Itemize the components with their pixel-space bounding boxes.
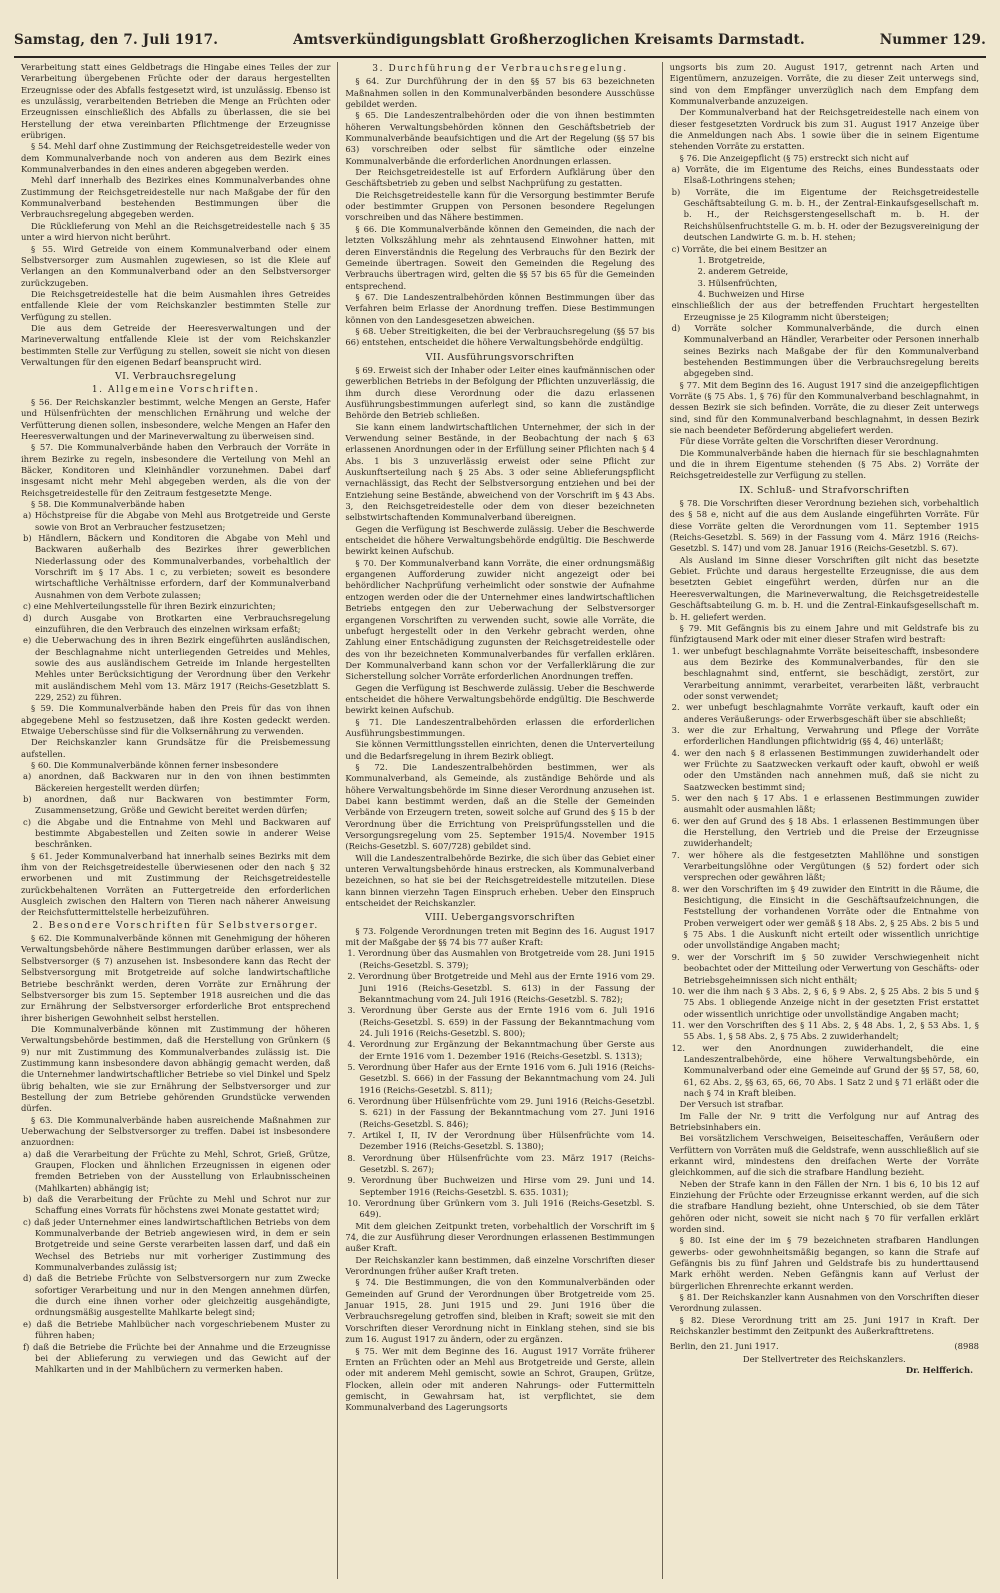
signature-title: Der Stellvertreter des Reichskanzlers. [742,1353,906,1364]
list-item: c) daß jeder Unternehmer eines landwirtschaftlichen Betriebs von dem Kommunalverbande der Betrieb angewiesen wird, in dem er sein Brotgetreide und seine Gerste verarbeiten lassen darf, und daß ein Wechsel des Betriebs nur mit vorheriger Zustimmung des Kommunalverbandes zulässig ist; [23,1216,331,1273]
paragraph: Der Reichskanzler kann bestimmen, daß einzelne Vorschriften dieser Verordnungen früher außer Kraft treten. [345,1254,655,1277]
list-item: 5. wer den nach § 17 Abs. 1 e erlassenen Bestimmungen zuwider ausmahlt oder ausmahlen läßt; [671,793,979,815]
paragraph-s76: § 76. Die Anzeigepflicht (§ 75) erstreckt sich nicht auf [679,152,909,163]
paragraph-s73: § 73. Folgende Verordnungen treten mit Beginn des 16. August 1917 mit der Maßgabe der §§ 74 bis 77 außer Kraft: [345,925,655,948]
paragraph: Der Reichskanzler kann Grundsätze für die Preisbemessung aufstellen. [21,737,331,759]
list-item: c) die Abgabe und die Entnahme von Mehl und Backwaren auf bestimmte Abgabestellen und Zeiten sowie in anderer Weise beschränken. [23,816,331,850]
paragraph: Der Kommunalverband hat der Reichsgetreidestelle nach einem von dieser festgesetzten Vordruck bis zum 31. August 1917 Anzeige über die Anmeldungen nach Abs. 1 sowie über die in seinem Eigentume stehenden Vorräte zu erstatten. [669,107,979,152]
list-item: e) die Ueberwachung des in ihren Bezirk eingeführten ausländischen, der Beschlagnahme nicht unterliegenden Getreides und Mehles, sowie des aus ausländischem Getreide im Inlande hergestellten Mehles unter Berücksichtigung der Verordnung über den Verkehr mit ausländischem Mehl vom 13. März 1917 (Reichs-Gesetzblatt S. 229, 252) zu führen. [23,635,331,702]
list-item: 12. wer den Anordnungen zuwiderhandelt, die eine Landeszentralbehörde, eine höhere Verwaltungsbehörde, ein Kommunalverband oder eine Gemeinde auf Grund der §§ 57, 58, 60, 61, 62 Abs. 2, §§ 63, 65, 66, 70 Abs. 1 Satz 2 und § 71 erläßt oder die nach § 74 in Kraft bleiben. [671,1042,979,1098]
list-item: 10. wer die ihm nach § 3 Abs. 2, § 6, § 9 Abs. 2, § 25 Abs. 2 bis 5 und § 75 Abs. 1 obliegende Anzeige nicht in der gesetzten Frist erstattet oder wissentlich unrichtige oder unvollständige Angaben macht; [671,985,979,1019]
subsection-heading: 1. Allgemeine Vorschriften. [91,384,260,395]
paragraph-s57: § 57. Die Kommunalverbände haben den Verbrauch der Vorräte in ihrem Bezirke zu regeln, insbesondere die Verteilung von Mehl an Bäcker, Konditoren und Kleinhändler vorzunehmen. Dabei darf insgesamt nicht mehr Mehl abgegeben werden, als die von der Reichsgetreidestelle für den Zeitraum festgesetzte Menge. [21,442,331,498]
list-item: d) durch Ausgabe von Brotkarten eine Verbrauchsregelung einzuführen, die den Verbrauch des einzelnen wirksam erfaßt; [23,612,331,634]
list-item: 2. anderem Getreide, [697,266,789,277]
list-item: 3. Verordnung über Gerste aus der Ernte 1916 vom 6. Juli 1916 (Reichs-Gesetzbl. S. 659) in der Fassung der Bekanntmachung vom 24. Juli 1916 (Reichs-Gesetzbl. S. 800); [347,1005,655,1038]
list-item: 2. wer unbefugt beschlagnahmte Vorräte verkauft, kauft oder ein anderes Veräußerungs- oder Erwerbsgeschäft über sie abschließt; [671,702,979,724]
paragraph: Der Versuch ist strafbar. [679,1099,784,1110]
paragraph-s78: § 78. Die Vorschriften dieser Verordnung beziehen sich, vorbehaltlich des § 58 e, nicht auf die aus dem Auslande eingeführten Vorräte. Für diese Vorräte gelten die Verordnungen vom 11. September 1915 (Reichs-Gesetzbl. S. 569) in der Fassung vom 4. März 1916 (Reichs-Gesetzbl. S. 147) und vom 28. Januar 1916 (Reichs-Gesetzbl. S. 67). [669,498,979,554]
list-item: 2. Verordnung über Brotgetreide und Mehl aus der Ernte 1916 vom 29. Juni 1916 (Reichs-Gesetzbl. S. 613) in der Fassung der Bekanntmachung vom 24. Juli 1916 (Reichs-Gesetzbl. S. 782); [347,971,655,1004]
paragraph-s65: § 65. Die Landeszentralbehörden oder die von ihnen bestimmten höheren Verwaltungsbehörden können den Geschäftsbetrieb der Kommunalverbände beaufsichtigen und die Art der Regelung (§§ 57 bis 63) vorschreiben oder selbst für sämtliche oder einzelne Kommunalverbände die erforderlichen Anordnungen erlassen. [345,110,655,166]
list-item: d) daß die Betriebe Früchte von Selbstversorgern nur zum Zwecke sofortiger Verarbeitung und nur in den Mengen annehmen dürfen, die durch eine ihnen vorher oder gleichzeitig ausgehändigte, ordnungsmäßig ausgestellte Mahlkarte belegt sind; [23,1273,331,1318]
list-item: 8. Verordnung über Hülsenfrüchte vom 23. März 1917 (Reichs-Gesetzbl. S. 267); [347,1152,655,1174]
column-1 [14,62,337,1579]
list-item: e) daß die Betriebe Mahlbücher nach vorgeschriebenem Muster zu führen haben; [23,1318,331,1341]
list-item: 3. Hülsenfrüchten, [697,277,778,288]
paragraph-s72: § 72. Die Landeszentralbehörden bestimmen, wer als Kommunalverband, als Gemeinde, als zuständige Behörde und als höhere Verwaltungsbehörde im Sinne dieser Verordnung anzusehen ist. Dabei kann bestimmt werden, daß an die Stelle der Gemeinden Verbände von Erzeugern treten, soweit solche auf Grund des § 15 b der Verordnung über die Errichtung von Preisprüfungsstellen und die Versorgungsregelung vom 25. September 1915/4. November 1915 (Reichs-Gesetzbl. S. 607/728) gebildet sind. [345,761,655,852]
paragraph-s58: § 58. Die Kommunalverbände haben [31,499,185,510]
paragraph: Für diese Vorräte gelten die Vorschriften dieser Verordnung. [679,436,939,447]
list-item: 4. wer den nach § 8 erlassenen Bestimmungen zuwiderhandelt oder wer Früchte zu Saatzwecken verkauft oder kauft, obwohl er weiß oder den Umständen nach annehmen muß, daß sie nicht zu Saatzwecken bestimmt sind; [671,747,979,792]
paragraph: Bei vorsätzlichem Verschweigen, Beiseiteschaffen, Veräußern oder Verfüttern von Vorräten muß die Geldstrafe, wenn ausschließlich auf sie erkannt wird, mindestens den dreifachen Werte der Vorräte gleichkommen, auf die sich die strafbare Handlung bezieht. [669,1133,979,1178]
paragraph: Sie kann einem landwirtschaftlichen Unternehmer, der sich in der Verwendung seiner Bestände, in der Beobachtung der nach § 63 erlassenen Anordnungen oder in der Erfüllung seiner Pflichten nach § 4 Abs. 1 bis 3 unzuverlässig erweist oder seine Pflicht zur Auskunftserteilung nach § 25 Abs. 3 oder seine Ablieferungspflicht vernachlässigt, das Recht der Selbstversorgung entziehen und bei der Entziehung seine Bestände, abweichend von der Vorschrift im § 43 Abs. 3, den Reichsgetreidestelle oder dem von dieser bezeichneten selbstwirtschaftenden Kommunalverband übereignen. [345,421,655,523]
page-header [14,32,986,58]
paragraph-s54: § 54. Mehl darf ohne Zustimmung der Reichsgetreidestelle weder von dem Kommunalverbande noch von anderen aus dem Bezirk eines Kommunalverbandes in den eines anderen abgegeben werden. [21,141,331,175]
section-heading-vi: VI. Verbrauchsregelung [114,371,237,383]
paragraph-s80: § 80. Ist eine der im § 79 bezeichneten strafbaren Handlungen gewerbs- oder gewohnheitsmäßig begangen, so kann die Strafe auf Gefängnis bis zu fünf Jahren und Geldstrafe bis zu hunderttausend Mark erhöht werden. Neben Gefängnis kann auf Verlust der bürgerlichen Ehrenrechte erkannt werden. [669,1235,979,1291]
list-item: 3. wer die zur Erhaltung, Verwahrung und Pflege der Vorräte erforderlichen Handlungen pflichtwidrig (§§ 4, 46) unterläßt; [671,724,979,747]
paragraph: Als Ausland im Sinne dieser Vorschriften gilt nicht das besetzte Gebiet. Früchte und daraus hergestellte Erzeugnisse, die aus dem besetzten Gebiet eingeführt werden, dürfen nur an die Heeresverwaltungen, die Marineverwaltung, die Reichsgetreidestelle Geschäftsabteilung G. m. b. H. und die Zentral-Einkaufsgesellschaft m. b. H. geliefert werden. [669,554,979,622]
paragraph: Der Reichsgetreidestelle ist auf Erfordern Aufklärung über den Geschäftsbetrieb zu geben und selbst Nachprüfung zu gestatten. [345,167,655,189]
paragraph: Neben der Strafe kann in den Fällen der Nrn. 1 bis 6, 10 bis 12 auf Einziehung der Früchte oder Erzeugnisse erkannt werden, auf die sich die strafbare Handlung bezieht, ohne Unterschied, ob sie dem Täter gehören oder nicht, soweit sie nicht nach § 70 für verfallen erklärt worden sind. [669,1178,979,1235]
reference-number: (8988 [954,1340,979,1351]
paragraph-s64: § 64. Zur Durchführung der in den §§ 57 bis 63 bezeichneten Maßnahmen sollen in den Kommunalverbänden besondere Ausschüsse gebildet werden. [345,76,655,110]
list-item: 9. wer der Vorschrift im § 50 zuwider Verschwiegenheit nicht beobachtet oder der Mitteilung oder Verwertung von Geschäfts- oder Betriebsgeheimnissen sich nicht enthält; [671,951,979,985]
list-item: 4. Buchweizen und Hirse [697,288,805,299]
paragraph-s82: § 82. Diese Verordnung tritt am 25. Juni 1917 in Kraft. Der Reichskanzler bestimmt den Zeitpunkt des Außerkrafttretens. [669,1314,979,1337]
paragraph-s79: § 79. Mit Gefängnis bis zu einem Jahre und mit Geldstrafe bis zu fünfzigtausend Mark oder mit einer dieser Strafen wird bestraft: [669,622,979,645]
list-item: 8. wer den Vorschriften im § 49 zuwider den Eintritt in die Räume, die Besichtigung, die Einsicht in die Geschäftsaufzeichnungen, die Feststellung der vorhandenen Vorräte oder die Entnahme von Proben verweigert oder wer gemäß § 18 Abs. 2, § 25 Abs. 2 bis 5 und § 75 Abs. 1 die Auskunft nicht erteilt oder wissentlich unrichtige oder unvollständige Angaben macht; [671,883,979,951]
paragraph-s63: § 63. Die Kommunalverbände haben ausreichende Maßnahmen zur Ueberwachung der Selbstversorger zu treffen. Dabei ist insbesondere anzuordnen: [21,1114,331,1148]
list-item: einschließlich der aus der betreffenden Fruchtart hergestellten Erzeugnisse je 25 Kilogramm nicht übersteigen; [671,300,979,322]
paragraph-s74: § 74. Die Bestimmungen, die von den Kommunalverbänden oder Gemeinden auf Grund der Verordnungen über Brotgetreide vom 25. Januar 1915, 28. Juni 1915 und 29. Juni 1916 über die Verbrauchsregelung getroffen sind, bleiben in Kraft; soweit sie mit den Vorschriften dieser Verordnung nicht in Einklang stehen, sind sie bis zum 16. August 1917 zu ändern, oder zu ergänzen. [345,1277,655,1345]
paragraph-s75: § 75. Wer mit dem Beginne des 16. August 1917 Vorräte früherer Ernten an Früchten oder an Mehl aus Brotgetreide und Gerste, allein oder mit anderem Mehl gemischt, sowie an Schrot, Graupen, Grütze, Flocken, allein oder mit anderen Nahrungs- oder Futtermitteln gemischt, in Gewahrsam hat, ist verpflichtet, sie dem Kommunalverband des Lagerungsorts [345,1345,655,1413]
paragraph-s68: § 68. Ueber Streitigkeiten, die bei der Verbrauchsregelung (§§ 57 bis 66) entstehen, entscheidet die höhere Verwaltungsbehörde endgültig. [345,325,655,348]
column-3 [662,62,986,1579]
list-item: b) anordnen, daß nur Backwaren von bestimmter Form, Zusammensetzung, Größe und Gewicht bereitet werden dürfen; [23,794,331,816]
paragraph-s56: § 56. Der Reichskanzler bestimmt, welche Mengen an Gerste, Hafer und Hülsenfrüchten der menschlichen Ernährung und welche der Verfütterung dienen sollen, insbesondere, welche Mengen an Hafer den Heeresverwaltungen und der Marineverwaltung zu überweisen sind. [21,396,331,441]
paragraph-s60: § 60. Die Kommunalverbände können ferner insbesondere [31,759,279,770]
paragraph-s70: § 70. Der Kommunalverband kann Vorräte, die einer ordnungsmäßig ergangenen Aufforderung zuwider nicht angezeigt oder bei behördlicher Nachprüfung verheimlicht oder sonstwie der Aufnahme entzogen werden oder die der Unternehmer eines landwirtschaftlichen Betriebs entgegen den zur Ueberwachung der Selbstversorger ergangenen Vorschriften zu verwenden sucht, sowie alle Vorräte, die unbefugt hergestellt oder in den Verkehr gebracht werden, ohne Zahlung einer Entschädigung zugunsten der Reichsgetreidestelle oder des von ihr bezeichneten Kommunalverbandes für verfallen erklären. Der Kommunalverband kann schon vor der Verfallerklärung die zur Sicherstellung solcher Vorräte erforderlichen Anordnungen treffen. [345,557,655,682]
subsection-heading: 3. Durchführung der Verbrauchsregelung. [372,64,628,74]
text-columns [14,62,986,1579]
paragraph: Im Falle der Nr. 9 tritt die Verfolgung nur auf Antrag des Betriebsinhabers ein. [669,1110,979,1132]
list-item: f) daß die Betriebe die Früchte bei der Annahme und die Erzeugnisse bei der Ablieferung zu verwiegen und das Gewicht auf der Mahlkarten und in der Mahlbüchern zu vermerken haben. [23,1341,331,1375]
list-item: c) eine Mehlverteilungsstelle für ihren Bezirk einzurichten; [23,601,276,612]
paragraph: Die Kommunalverbände können mit Zustimmung der höheren Verwaltungsbehörde bestimmen, daß die Herstellung von Grünkern (§ 9) nur mit Zustimmung des Kommunalverbandes zulässig ist. Die Zustimmung kann insbesondere davon abhängig gemacht werden, daß die Unternehmer landwirtschaftlicher Betriebe so viel Dinkel und Spelz übrig behalten, wie sie zur Ernährung der Selbstversorger und zur Bestellung der zum Betriebe gehörenden Grundstücke verwenden dürfen. [21,1023,331,1114]
signature-name: Dr. Helfferich. [905,1365,973,1376]
list-item: c) Vorräte, die bei einem Besitzer an [671,243,828,254]
paragraph-s62: § 62. Die Kommunalverbände können mit Genehmigung der höheren Verwaltungsbehörde nähere Bestimmungen darüber erlassen, wer als Selbstversorger (§ 7) anzusehen ist. Insbesondere kann das Recht der Selbstversorgung mit Brotgetreide auf solche landwirtschaftliche Betriebe beschränkt werden, deren Vorräte zur Ernährung der Selbstversorger bis zum 15. September 1918 ausreichen und die das zur Ernährung der Selbstversorger erforderliche Brot entsprechend ihrer bisherigen Gewohnheit selbst herstellen. [21,933,331,1023]
paragraph-s81: § 81. Der Reichskanzler kann Ausnahmen von den Vorschriften dieser Verordnung zulassen. [669,1292,979,1314]
paragraph: Gegen die Verfügung ist Beschwerde zulässig. Ueber die Beschwerde entscheidet die höhere Verwaltungsbehörde endgültig. Die Beschwerde bewirkt keinen Aufschub. [345,682,655,716]
paragraph-s61: § 61. Jeder Kommunalverband hat innerhalb seines Bezirks mit dem ihm von der Reichsgetreidestelle überwiesenen oder den nach § 32 erworbenen und mit Zustimmung der Reichsgetreidestelle zurückbehaltenen Vorräten an Futtergetreide den erforderlichen Ausgleich zwischen den Haltern von Tieren nach näherer Anweisung der Reichsfuttermittelstelle herbeizuführen. [21,850,331,918]
list-item: b) Vorräte, die im Eigentume der Reichsgetreidestelle Geschäftsabteilung G. m. b. H., der Zentral-Einkaufsgesellschaft m. b. H., der Reichsgerstengesellschaft m. b. H. der Reichshülsenfruchtstelle G. m. b. H. oder der Bezugsvereinigung der deutschen Landwirte G. m. b. H. stehen; [671,186,979,243]
list-item: 7. Artikel I, II, IV der Verordnung über Hülsenfrüchte vom 14. Dezember 1916 (Reichs-Gesetzbl. S. 1380); [347,1129,655,1152]
paragraph: Sie können Vermittlungsstellen einrichten, denen die Unterverteilung und die Bedarfsregelung in ihrem Bezirk obliegt. [345,739,655,761]
list-item: 9. Verordnung über Buchweizen und Hirse vom 29. Juni und 14. September 1916 (Reichs-Gesetzbl. S. 635. 1031); [347,1175,655,1197]
list-item: b) daß die Verarbeitung der Früchte zu Mehl und Schrot nur zur Schaffung eines Vorrats für höchstens zwei Monate gestattet wird; [23,1194,331,1216]
paragraph: Gegen die Verfügung ist Beschwerde zulässig. Ueber die Beschwerde entscheidet die höhere Verwaltungsbehörde endgültig. Die Beschwerde bewirkt keinen Aufschub. [345,523,655,557]
list-item: b) Händlern, Bäckern und Konditoren die Abgabe von Mehl und Backwaren außerhalb des Bezirkes ihrer gewerblichen Niederlassung oder des Kommunalverbandes, vorbehaltlich der Vorschrift im § 17 Abs. 1 c, zu verbieten; soweit es besondere wirtschaftliche Verhältnisse erfordern, darf der Kommunalverband Ausnahmen von dem Verbote zulassen; [23,533,331,600]
paragraph: Will die Landeszentralbehörde Bezirke, die sich über das Gebiet einer unteren Verwaltungsbehörde hinaus erstrecken, als Kommunalverband bezeichnen, so hat sie bei der Reichsgetreidestelle mitzuteilen. Diese kann binnen vierzehn Tagen Einspruch erheben. Ueber den Einspruch entscheidet der Reichskanzler. [345,852,655,909]
header-publication-title: Amtsverkündigungsblatt Großherzoglichen Kreisamts Darmstadt. [293,32,805,48]
list-item: d) Vorräte solcher Kommunalverbände, die durch einen Kommunalverband an Händler, Verarbeiter oder Personen innerhalb seines Bezirks nach Maßgabe der für den Kommunalverband bestehenden Bestimmungen über die Verbrauchsregelung bereits abgegeben sind. [671,322,979,379]
paragraph: Die Rücklieferung von Mehl an die Reichsgetreidestelle nach § 35 unter a wird hiervon nicht berührt. [21,220,331,243]
paragraph: Mehl darf innerhalb des Bezirkes eines Kommunalverbandes ohne Zustimmung der Reichsgetreidestelle nur nach Maßgabe der für den Kommunalverband bestehenden Bestimmungen über die Verbrauchsregelung abgegeben werden. [21,175,331,220]
header-issue-number: Nummer 129. [879,32,986,48]
section-heading-ix: IX. Schluß- und Strafvorschriften [739,484,910,496]
list-item: a) Höchstpreise für die Abgabe von Mehl aus Brotgetreide und Gerste sowie von Brot an Verbraucher festzusetzen; [23,510,331,532]
list-item: 10. Verordnung über Grünkern vom 3. Juli 1916 (Reichs-Gesetzbl. S. 649). [347,1198,655,1220]
paragraph: Die Reichsgetreidestelle kann für die Versorgung bestimmter Berufe oder bestimmter Gruppen von Personen besondere Regelungen vorschreiben und das Nähere bestimmen. [345,189,655,223]
header-date: Samstag, den 7. Juli 1917. [14,32,219,48]
list-item: a) anordnen, daß Backwaren nur in den von ihnen bestimmten Bäckereien hergestellt werden dürfen; [23,771,331,793]
list-item: 1. Brotgetreide, [697,254,766,265]
section-heading-viii: VIII. Uebergangsvorschriften [425,912,575,924]
list-item: 11. wer den Vorschriften des § 11 Abs. 2, § 48 Abs. 1, 2, § 53 Abs. 1, § 55 Abs. 1, § 58 Abs. 2, § 75 Abs. 2 zuwiderhandelt; [671,1019,979,1042]
paragraph: Verarbeitung statt eines Geldbetrags die Hingabe eines Teiles der zur Verarbeitung übergebenen Früchte oder der daraus hergestellten Erzeugnisse oder des Abfalls festgesetzt wird, ist unzulässig. Ebenso ist es unzulässig, verarbeitenden Betrieben die Menge an Früchten oder Erzeugnissen einschließlich des Abfalls zu überlassen, die sie bei Herstellung der etwa vereinbarten Pflichtmenge der Erzeugnisse erübrigen. [21,62,331,141]
subsection-heading: 2. Besondere Vorschriften für Selbstversorger. [32,920,319,931]
list-item: 4. Verordnung zur Ergänzung der Bekanntmachung über Gerste aus der Ernte 1916 vom 1. Dezember 1916 (Reichs-Gesetzbl. S. 1313); [347,1039,655,1061]
paragraph: Die aus dem Getreide der Heeresverwaltungen und der Marineverwaltung entfallende Kleie ist der vom Reichskanzler bestimmten Stelle zur Verfügung zu stellen, soweit sie nicht von diesen Verwaltungen für den eigenen Bedarf beansprucht wird. [21,322,331,367]
list-item: a) daß die Verarbeitung der Früchte zu Mehl, Schrot, Grieß, Grütze, Graupen, Flocken und ähnlichen Erzeugnissen in eigenen oder fremden Betrieben von der Ausstellung von Erlaubnisscheinen (Mahlkarten) abhängig ist; [23,1148,331,1193]
list-item: 7. wer höhere als die festgesetzten Mahllöhne und sonstigen Verarbeitungslöhne oder Vergütungen (§ 52) fordert oder sich versprechen oder gewähren läßt; [671,849,979,883]
list-item: a) Vorräte, die im Eigentume des Reichs, eines Bundesstaats oder Elsaß-Lothringens stehen; [671,164,979,186]
paragraph: Die Kommunalverbände haben die hiernach für sie beschlagnahmten und die in ihrem Eigentume stehenden (§ 75 Abs. 2) Vorräte der Reichsgetreidestelle zur Verfügung zu stellen. [669,447,979,481]
paragraph-s67: § 67. Die Landeszentralbehörden können Bestimmungen über das Verfahren beim Erlasse der Anordnung treffen. Diese Bestimmungen können von den Landesgesetzen abweichen. [345,291,655,325]
paragraph-s66: § 66. Die Kommunalverbände können den Gemeinden, die nach der letzten Volkszählung mehr als zehntausend Einwohner hatten, mit deren Einverständnis die Regelung des Verbrauchs für den Bezirk der Gemeinde übertragen. Soweit den Gemeinden die Regelung des Verbrauchs übertragen wird, gelten die §§ 57 bis 65 für die Gemeinden entsprechend. [345,223,655,291]
paragraph: Mit dem gleichen Zeitpunkt treten, vorbehaltlich der Vorschrift im § 74, die zur Ausführung dieser Verordnungen erlassenen Bestimmungen außer Kraft. [345,1220,655,1254]
paragraph: Die Reichsgetreidestelle hat die beim Ausmahlen ihres Getreides entfallende Kleie der vom Reichskanzler bestimmten Stelle zur Verfügung zu stellen. [21,288,331,322]
list-item: 6. wer den auf Grund des § 18 Abs. 1 erlassenen Bestimmungen über die Herstellung, den Vertrieb und die Preise der Erzeugnisse zuwiderhandelt; [671,815,979,849]
paragraph-s55: § 55. Wird Getreide von einem Kommunalverband oder einem Selbstversorger zum Ausmahlen zugewiesen, so ist die Kleie auf Verlangen an den Kommunalverband oder an den Selbstversorger zurückzugeben. [21,243,331,288]
paragraph-s77: § 77. Mit dem Beginn des 16. August 1917 sind die anzeigepflichtigen Vorräte (§ 75 Abs. 1, § 76) für den Kommunalverband beschlagnahmt, in dessen Bezirk sie sich befinden. Vorräte, die zu dieser Zeit unterwegs sind, sind für den Kommunalverband beschlagnahmt, in dessen Bezirk sie nach beendeter Beförderung abgeliefert werden. [669,379,979,435]
paragraph-s59: § 59. Die Kommunalverbände haben den Preis für das von ihnen abgegebene Mehl so festzusetzen, daß ihre Kosten gedeckt werden. Etwaige Ueberschüsse sind für die Volksernährung zu verwenden. [21,703,331,736]
paragraph-s71: § 71. Die Landeszentralbehörden erlassen die erforderlichen Ausführungsbestimmungen. [345,716,655,738]
list-item: 6. Verordnung über Hülsenfrüchte vom 29. Juni 1916 (Reichs-Gesetzbl. S. 621) in der Fassung der Bekanntmachung vom 27. Juni 1916 (Reichs-Gesetzbl. S. 846); [347,1095,655,1129]
dateline [670,1341,979,1352]
list-item: 1. wer unbefugt beschlagnahmte Vorräte beiseiteschafft, insbesondere aus dem Bezirke des Kommunalverbandes, für den sie beschlagnahmt sind, entfernt, sie beschädigt, zerstört, zur Verarbeitung annimmt, verarbeitet, verarbeiten läßt, verbraucht oder sonst verwendet; [671,645,979,701]
list-item: 1. Verordnung über das Ausmahlen von Brotgetreide vom 28. Juni 1915 (Reichs-Gesetzbl. S. 379); [347,948,655,970]
section-heading-vii: VII. Ausführungsvorschriften [425,351,575,363]
place-date: Berlin, den 21. Juni 1917. [669,1340,779,1351]
column-2 [337,62,661,1579]
paragraph-s69: § 69. Erweist sich der Inhaber oder Leiter eines kaufmännischen oder gewerblichen Betriebs in der Befolgung der Pflichten unzuverlässig, die ihm durch diese Verordnung oder die dazu erlassenen Ausführungsbestimmungen auferlegt sind, so kann die zuständige Behörde den Betrieb schließen. [345,364,655,421]
paragraph: ungsorts bis zum 20. August 1917, getrennt nach Arten und Eigentümern, anzuzeigen. Vorräte, die zu dieser Zeit unterwegs sind, sind von dem Empfänger unverzüglich nach dem Empfang dem Kommunalverbande anzuzeigen. [669,62,979,107]
list-item: 5. Verordnung über Hafer aus der Ernte 1916 vom 6. Juli 1916 (Reichs-Gesetzbl. S. 666) in der Fassung der Bekanntmachung vom 24. Juli 1916 (Reichs-Gesetzbl. S. 811); [347,1061,655,1095]
